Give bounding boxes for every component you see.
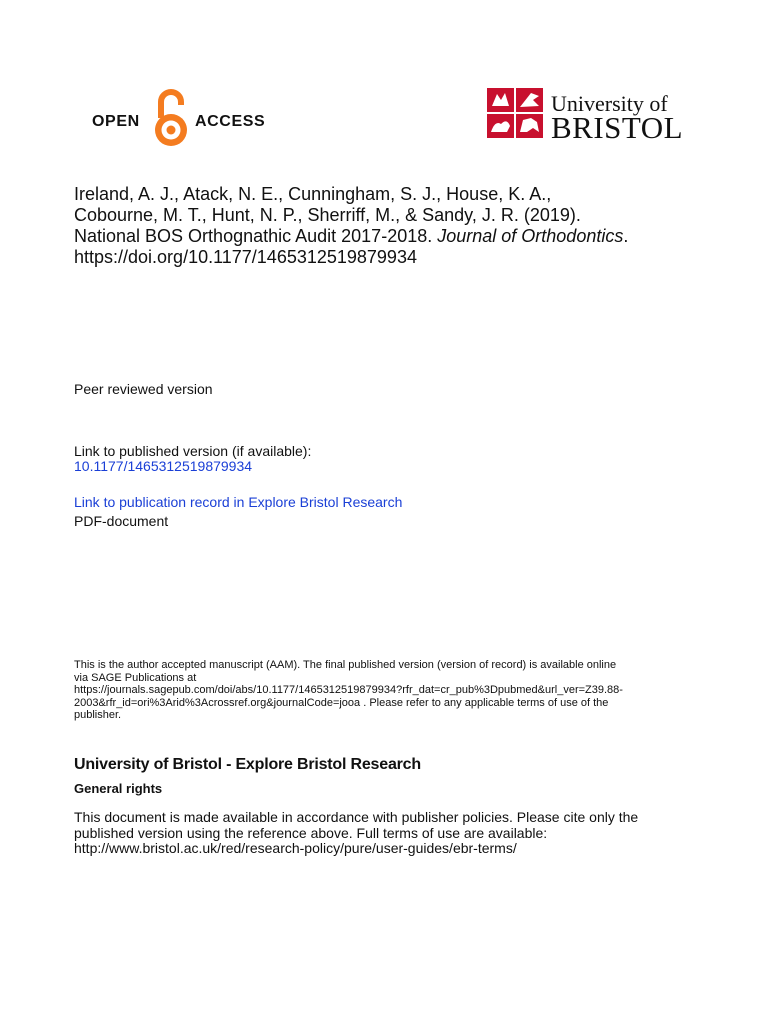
open-access-logo-access: ACCESS xyxy=(195,113,266,130)
peer-reviewed-label: Peer reviewed version xyxy=(74,381,213,397)
general-rights-url[interactable]: http://www.bristol.ac.uk/red/research-policy/pure/user-guides/ebr-terms/ xyxy=(74,840,517,856)
open-lock-icon xyxy=(152,88,190,150)
citation-journal: Journal of Orthodontics xyxy=(437,226,624,246)
published-version-label: Link to published version (if available): xyxy=(74,443,312,459)
citation-authors-line2: Cobourne, M. T., Hunt, N. P., Sherriff, M., & Sandy, J. R. (2019). xyxy=(74,205,581,225)
aam-note-line1: This is the author accepted manuscript (AAM). The final published version (version of record) is available online xyxy=(74,659,617,671)
pdf-document-label: PDF-document xyxy=(74,513,169,529)
aam-note-line5: publisher. xyxy=(74,709,122,722)
publication-record-link[interactable]: Link to publication record in Explore Bristol Research xyxy=(74,494,403,510)
published-version-doi-link[interactable]: 10.1177/1465312519879934 xyxy=(74,458,253,474)
citation xyxy=(74,184,734,268)
citation-title: National BOS Orthognathic Audit 2017-2018. xyxy=(74,226,438,246)
ebr-heading: University of Bristol - Explore Bristol Research xyxy=(74,756,421,773)
aam-note-line2: via SAGE Publications at xyxy=(74,671,197,684)
general-rights-line1: This document is made available in accordance with publisher policies. Please cite only the xyxy=(74,809,639,825)
general-rights-heading: General rights xyxy=(74,781,163,796)
citation-doi[interactable]: https://doi.org/10.1177/1465312519879934 xyxy=(74,247,417,267)
general-rights-text xyxy=(74,810,734,857)
citation-title-suffix: . xyxy=(623,226,629,246)
aam-note-line3: https://journals.sagepub.com/doi/abs/10.1177/1465312519879934?rfr_dat=cr_pub%3Dpubmed&url_ver=Z39.88- xyxy=(74,684,623,697)
aam-note-line4: 2003&rfr_id=ori%3Arid%3Acrossref.org&journalCode=jooa . Please refer to any applicable terms of use of the xyxy=(74,696,609,709)
general-rights-line2: published version using the reference above. Full terms of use are available: xyxy=(74,824,548,841)
citation-authors-line1: Ireland, A. J., Atack, N. E., Cunningham, S. J., House, K. A., xyxy=(74,184,552,204)
bristol-logo-line1: University of xyxy=(551,91,668,116)
open-access-logo-open: OPEN xyxy=(92,113,140,130)
open-access-logo xyxy=(92,88,272,150)
bristol-crest-icon xyxy=(487,88,545,140)
university-of-bristol-logo xyxy=(487,88,687,144)
aam-note xyxy=(74,659,724,722)
bristol-logo-line2: BRISTOL xyxy=(551,110,684,145)
citation-title-line xyxy=(74,226,734,247)
